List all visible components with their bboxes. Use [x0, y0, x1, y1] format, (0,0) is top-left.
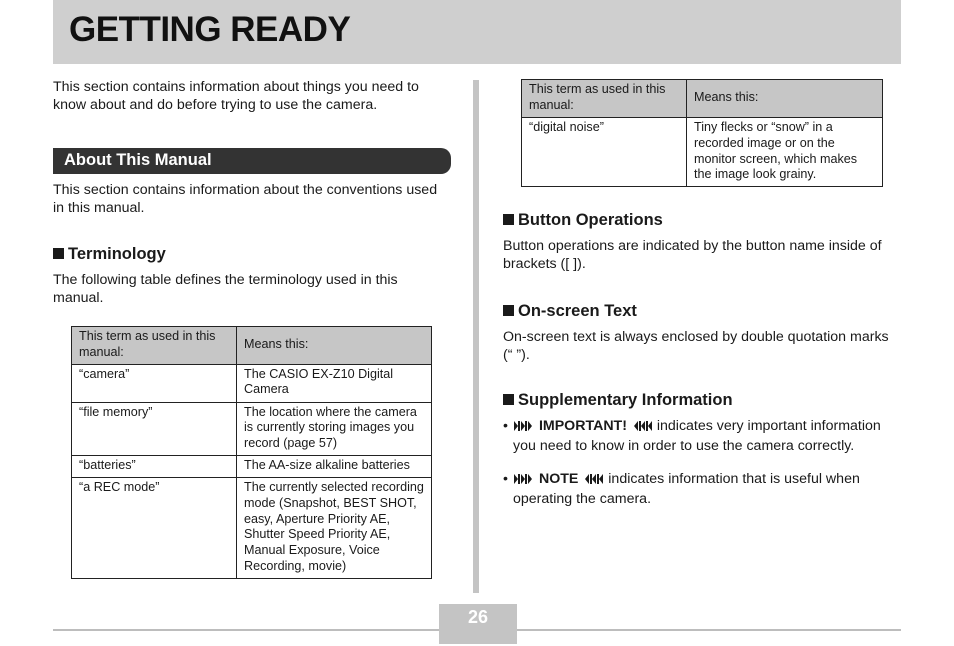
section-bar — [53, 148, 451, 174]
terminology-table — [71, 326, 432, 579]
important-bullet — [503, 417, 898, 455]
column-divider — [473, 80, 479, 593]
table-header-cell: Means this: — [237, 327, 432, 365]
note-bullet — [503, 470, 898, 508]
square-bullet-icon — [503, 214, 514, 225]
square-bullet-icon — [503, 305, 514, 316]
table-row — [72, 364, 432, 402]
note-open-marker-icon — [513, 472, 535, 490]
table-header-cell: This term as used in this manual: — [72, 327, 237, 365]
note-close-marker-icon — [582, 472, 604, 490]
button-operations-text: Button operations are indicated by the button name inside of brackets ([ ]). — [503, 238, 882, 272]
important-label: IMPORTANT! — [538, 418, 627, 434]
terminology-intro: The following table defines the terminology used in this manual. — [53, 272, 398, 306]
table-header-row — [72, 327, 432, 365]
important-text: indicates very important information you need to know in order to use the camera correctly. — [513, 418, 881, 454]
supplementary-heading — [503, 391, 733, 410]
onscreen-text-body: On-screen text is always enclosed by double quotation marks (“ ”). — [503, 329, 889, 363]
meaning-cell: Tiny flecks or “snow” in a recorded image or on the monitor screen, which makes the image look grainy. — [687, 118, 883, 187]
term-cell: “batteries” — [72, 455, 237, 477]
square-bullet-icon — [503, 394, 514, 405]
table-row — [72, 455, 432, 477]
supplementary-heading-label: Supplementary Information — [518, 391, 733, 409]
square-bullet-icon — [53, 248, 64, 259]
button-operations-heading-label: Button Operations — [518, 211, 663, 229]
bullet-dot: • — [503, 418, 508, 434]
term-cell: “digital noise” — [522, 118, 687, 187]
onscreen-text-heading — [503, 302, 637, 321]
meaning-cell: The AA-size alkaline batteries — [237, 455, 432, 477]
table-row — [72, 402, 432, 455]
page-number: 26 — [467, 607, 489, 627]
button-operations-heading — [503, 211, 663, 230]
page-number-box — [439, 604, 517, 644]
table-header-row — [522, 80, 883, 118]
table-header-cell: Means this: — [687, 80, 883, 118]
important-close-marker-icon — [631, 419, 653, 437]
onscreen-text-heading-label: On-screen Text — [518, 302, 637, 320]
note-text: indicates information that is useful when operating the camera. — [513, 471, 860, 507]
meaning-cell: The currently selected recording mode (Snapshot, BEST SHOT, easy, Aperture Priority AE, Shutter Speed Priority AE, Manual Exposure, Voice Recording, movie) — [237, 477, 432, 578]
table-header-cell: This term as used in this manual: — [522, 80, 687, 118]
page-title: GETTING READY — [69, 10, 351, 49]
section-intro-paragraph: This section contains information about the conventions used in this manual. — [53, 182, 438, 216]
terminology-heading-label: Terminology — [68, 245, 166, 263]
intro-paragraph: This section contains information about things you need to know about and do before trying to use the camera. — [53, 79, 419, 113]
meaning-cell: The location where the camera is currently storing images you record (page 57) — [237, 402, 432, 455]
section-title: About This Manual — [64, 151, 212, 169]
note-label: NOTE — [538, 471, 579, 487]
table-row — [522, 118, 883, 187]
term-cell: “camera” — [72, 364, 237, 402]
term-cell: “a REC mode” — [72, 477, 237, 578]
bullet-dot: • — [503, 471, 508, 487]
terminology-table-continued — [521, 79, 883, 187]
term-cell: “file memory” — [72, 402, 237, 455]
meaning-cell: The CASIO EX-Z10 Digital Camera — [237, 364, 432, 402]
terminology-heading — [53, 245, 166, 264]
important-open-marker-icon — [513, 419, 535, 437]
table-row — [72, 477, 432, 578]
